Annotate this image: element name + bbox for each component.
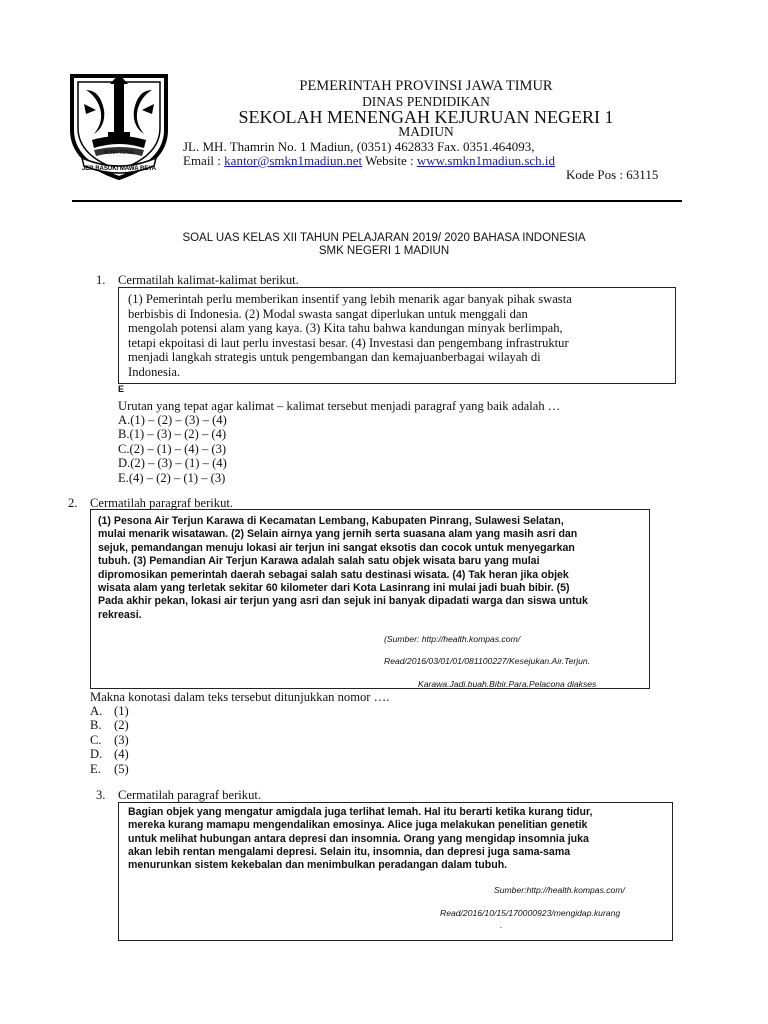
passage-line: menjadi langkah strategis untuk pengembangan dan kemajuanberbagai wilayah di (128, 350, 541, 365)
question-3-instruction: Cermatilah paragraf berikut. (118, 788, 262, 802)
option-b[interactable]: B.(1) – (3) – (2) – (4) (118, 427, 227, 442)
email-label: Email : (183, 153, 221, 168)
passage-line: sejuk, pemandangan menuju lokasi air terjun ini sangat eksotis dan cocok untuk menyegarkan (98, 541, 575, 554)
option-c[interactable]: C. (3) (90, 732, 129, 747)
passage-line: mereka kurang mamapu mengendalikan emosinya. Alice juga melakukan penelitian genetik (128, 819, 588, 832)
question-2-instruction: Cermatilah paragraf berikut. (90, 496, 234, 510)
option-a[interactable]: A.(1) – (2) – (3) – (4) (118, 413, 227, 427)
question-1-marker: E (118, 384, 125, 394)
header-government: PEMERINTAH PROVINSI JAWA TIMUR (299, 78, 553, 94)
passage-line: (1) Pesona Air Terjun Karawa di Kecamatan Lembang, Kabupaten Pinrang, Sulawesi Selatan, (98, 515, 564, 527)
passage-line: Bagian objek yang mengatur amigdala juga terlihat lemah. Hal itu berarti ketika kurang tidur, (128, 806, 593, 818)
option-d[interactable]: D.(2) – (3) – (1) – (4) (118, 456, 227, 471)
passage-line: Pada akhir pekan, lokasi air terjun yang asri dan sejuk ini banyak dipadati warga dan siswa untuk (98, 595, 588, 608)
question-3-passage (128, 806, 664, 872)
header-school-name: SEKOLAH MENENGAH KEJURUAN NEGERI 1 (238, 107, 614, 127)
header-city: MADIUN (398, 124, 454, 139)
question-1-options (118, 413, 227, 485)
header-department: DINAS PENDIDIKAN (362, 94, 490, 109)
passage-line: akan lebih rentan mengalami depresi. Selain itu, insomnia, dan depresi juga sama-sama (128, 845, 571, 858)
question-2-passage (98, 515, 638, 622)
emblem-ribbon-top-text: SURA TOTAL (103, 150, 135, 156)
option-e[interactable]: E.(4) – (2) – (1) – (3) (118, 470, 226, 485)
passage-line: menurunkan sistem kekebalan dan menimbulkan peradangan dalam tubuh. (128, 859, 508, 872)
question-2-source-line-1: (Sumber: http://health.kompas.com/ (384, 634, 521, 644)
question-2-options (90, 704, 150, 776)
passage-line: untuk melihat hubungan antara depresi dan insomnia. Orang yang mengidap insomnia juka (128, 832, 589, 845)
passage-line: Indonesia. (128, 364, 181, 379)
question-3-number: 3. (96, 788, 106, 802)
emblem-ribbon-bottom-text: JER BASUKI MAWA BEYA (81, 166, 157, 172)
exam-title: SOAL UAS KELAS XII TAHUN PELAJARAN 2019/ 2020 BAHASA INDONESIA (182, 232, 586, 244)
passage-line: rekreasi. (98, 608, 142, 621)
email-link[interactable]: kantor@smkn1madiun.net (224, 153, 363, 168)
question-1-passage (128, 292, 666, 380)
passage-line: (1) Pemerintah perlu memberikan insentif yang lebih menarik agar banyak pihak swasta (128, 292, 572, 306)
header-divider (72, 200, 682, 202)
option-c[interactable]: C.(2) – (1) – (4) – (3) (118, 441, 227, 456)
question-3-source-line-2: Read/2016/10/15/170000923/mengidap.kurang (440, 908, 621, 918)
passage-line: mengolah potensi alam yang kaya. (3) Kita tahu bahwa kandungan minyak berlimpah, (128, 321, 563, 336)
passage-line: wisata alam yang terletak sekitar 60 kilometer dari Kota Lasinrang ini mulai jadi buah bibir. (5) (98, 582, 570, 595)
question-2-source-line-2: Read/2016/03/01/01/081100227/Kesejukan.Air.Terjun. (384, 656, 591, 666)
question-3-source-line-3: . (500, 920, 503, 930)
exam-subtitle: SMK NEGERI 1 MADIUN (318, 245, 450, 257)
passage-line: mulai menarik wisatawan. (2) Selain airnya yang jernih serta suasana alam yang masih asri dan (98, 528, 578, 541)
website-label: Website : (365, 153, 414, 168)
header-contact-line (183, 153, 555, 169)
question-1-number: 1. (96, 273, 106, 287)
header-postal-code: Kode Pos : 63115 (566, 167, 659, 182)
website-link[interactable]: www.smkn1madiun.sch.id (416, 153, 556, 168)
passage-line: berbisbis di Indonesia. (2) Modal swasta sangat diperlukan untuk menggali dan (128, 306, 528, 321)
option-d[interactable]: D. (4) (90, 747, 129, 762)
option-b[interactable]: B. (2) (90, 718, 129, 733)
question-1-prompt: Urutan yang tepat agar kalimat – kalimat tersebut menjadi paragraf yang baik adalah … (118, 399, 561, 413)
question-2-number: 2. (68, 496, 78, 510)
question-2-prompt: Makna konotasi dalam teks tersebut ditunjukkan nomor …. (90, 690, 390, 704)
passage-line: tubuh. (3) Pemandian Air Terjun Karawa adalah salah satu objek wisata baru yang mulai (98, 555, 540, 568)
question-2-source-line-3: Karawa.Jadi.buah.Bibir.Para.Pelacona diakses (418, 679, 597, 689)
question-3-source-line-1: Sumber:http://health.kompas.com/ (494, 885, 625, 895)
question-1-instruction: Cermatilah kalimat-kalimat berikut. (118, 273, 299, 287)
header-address: JL. MH. Thamrin No. 1 Madiun, (0351) 462833 Fax. 0351.464093, (183, 139, 535, 154)
passage-line: tetapi ekpoitasi di laut perlu investasi besar. (4) Investasi dan pengembang infrastruktur (128, 335, 569, 350)
option-a[interactable]: A. (1) (90, 704, 129, 718)
option-e[interactable]: E. (5) (90, 761, 129, 776)
passage-line: dipromosikan pemerintah daerah sebagai salah satu destinasi wisata. (4) Tak heran jika objek (98, 568, 569, 581)
